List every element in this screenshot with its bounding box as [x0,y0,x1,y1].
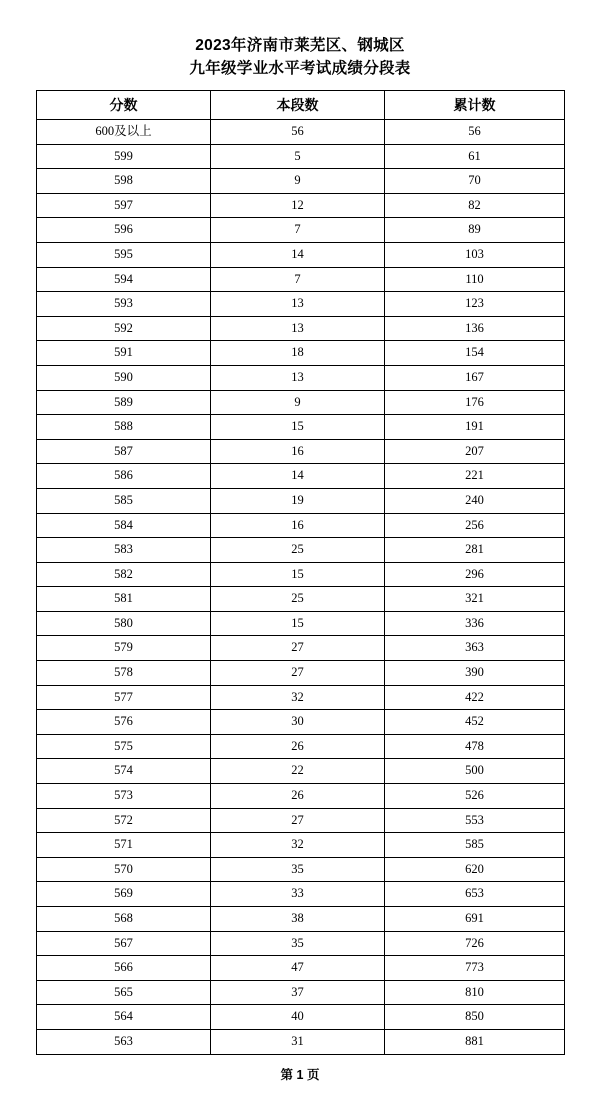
table-row [37,464,565,489]
cell-segment-count: 9 [211,390,385,415]
cell-cumulative-count: 478 [385,734,565,759]
table-row [37,120,565,145]
page-title [36,34,564,80]
table-row [37,759,565,784]
cell-score: 578 [37,661,211,686]
cell-cumulative-count: 881 [385,1029,565,1054]
cell-segment-count: 13 [211,316,385,341]
cell-cumulative-count: 390 [385,661,565,686]
cell-segment-count: 19 [211,488,385,513]
cell-cumulative-count: 110 [385,267,565,292]
table-header-row [37,91,565,120]
cell-score: 572 [37,808,211,833]
cell-segment-count: 22 [211,759,385,784]
cell-segment-count: 25 [211,587,385,612]
cell-segment-count: 56 [211,120,385,145]
cell-score: 576 [37,710,211,735]
cell-score: 565 [37,980,211,1005]
cell-score: 580 [37,611,211,636]
cell-cumulative-count: 191 [385,415,565,440]
cell-segment-count: 5 [211,144,385,169]
table-row [37,710,565,735]
cell-segment-count: 7 [211,267,385,292]
cell-score: 568 [37,907,211,932]
column-header-segment-count: 本段数 [211,91,385,120]
cell-segment-count: 25 [211,538,385,563]
table-row [37,169,565,194]
cell-segment-count: 40 [211,1005,385,1030]
table-row [37,365,565,390]
cell-score: 588 [37,415,211,440]
page-title-line-1: 2023年济南市莱芜区、钢城区 [195,37,405,54]
table-row [37,980,565,1005]
table-row [37,611,565,636]
cell-segment-count: 18 [211,341,385,366]
cell-segment-count: 35 [211,857,385,882]
cell-cumulative-count: 281 [385,538,565,563]
cell-segment-count: 13 [211,365,385,390]
cell-cumulative-count: 167 [385,365,565,390]
cell-segment-count: 7 [211,218,385,243]
cell-cumulative-count: 207 [385,439,565,464]
cell-score: 593 [37,292,211,317]
cell-score: 566 [37,956,211,981]
cell-cumulative-count: 363 [385,636,565,661]
cell-score: 592 [37,316,211,341]
cell-cumulative-count: 123 [385,292,565,317]
cell-score: 571 [37,833,211,858]
table-row [37,784,565,809]
cell-segment-count: 12 [211,193,385,218]
score-distribution-table [36,90,565,1055]
cell-score: 569 [37,882,211,907]
table-row [37,513,565,538]
cell-score: 584 [37,513,211,538]
cell-segment-count: 37 [211,980,385,1005]
cell-cumulative-count: 500 [385,759,565,784]
cell-segment-count: 9 [211,169,385,194]
cell-segment-count: 15 [211,562,385,587]
cell-cumulative-count: 61 [385,144,565,169]
cell-cumulative-count: 810 [385,980,565,1005]
table-row [37,538,565,563]
cell-score: 586 [37,464,211,489]
table-row [37,218,565,243]
cell-segment-count: 32 [211,685,385,710]
cell-score: 583 [37,538,211,563]
cell-cumulative-count: 103 [385,242,565,267]
cell-segment-count: 27 [211,661,385,686]
cell-segment-count: 31 [211,1029,385,1054]
cell-cumulative-count: 585 [385,833,565,858]
cell-score: 563 [37,1029,211,1054]
cell-segment-count: 27 [211,808,385,833]
cell-cumulative-count: 82 [385,193,565,218]
cell-score: 597 [37,193,211,218]
table-row [37,808,565,833]
cell-cumulative-count: 773 [385,956,565,981]
cell-segment-count: 13 [211,292,385,317]
cell-cumulative-count: 452 [385,710,565,735]
table-row [37,415,565,440]
cell-score: 567 [37,931,211,956]
cell-cumulative-count: 321 [385,587,565,612]
table-row [37,833,565,858]
cell-score: 574 [37,759,211,784]
cell-score: 581 [37,587,211,612]
cell-score: 595 [37,242,211,267]
cell-segment-count: 15 [211,415,385,440]
cell-segment-count: 26 [211,784,385,809]
cell-score: 582 [37,562,211,587]
cell-segment-count: 33 [211,882,385,907]
cell-cumulative-count: 653 [385,882,565,907]
table-row [37,341,565,366]
table-row [37,734,565,759]
cell-segment-count: 14 [211,242,385,267]
cell-score: 589 [37,390,211,415]
cell-segment-count: 30 [211,710,385,735]
table-row [37,390,565,415]
page-footer: 第 1 页 [280,1067,320,1082]
table-row [37,587,565,612]
cell-score: 596 [37,218,211,243]
cell-score: 594 [37,267,211,292]
cell-cumulative-count: 691 [385,907,565,932]
cell-score: 573 [37,784,211,809]
table-row [37,292,565,317]
cell-score: 598 [37,169,211,194]
cell-score: 564 [37,1005,211,1030]
cell-segment-count: 16 [211,439,385,464]
cell-segment-count: 27 [211,636,385,661]
column-header-score: 分数 [37,91,211,120]
cell-score: 600及以上 [37,120,211,145]
table-row [37,144,565,169]
cell-score: 570 [37,857,211,882]
cell-cumulative-count: 136 [385,316,565,341]
cell-segment-count: 38 [211,907,385,932]
cell-score: 587 [37,439,211,464]
cell-segment-count: 47 [211,956,385,981]
table-row [37,907,565,932]
table-row [37,488,565,513]
cell-cumulative-count: 422 [385,685,565,710]
cell-cumulative-count: 553 [385,808,565,833]
table-row [37,267,565,292]
cell-cumulative-count: 336 [385,611,565,636]
cell-cumulative-count: 56 [385,120,565,145]
column-header-cumulative-count: 累计数 [385,91,565,120]
table-row [37,931,565,956]
cell-segment-count: 32 [211,833,385,858]
table-row [37,439,565,464]
cell-cumulative-count: 726 [385,931,565,956]
table-row [37,857,565,882]
cell-score: 579 [37,636,211,661]
cell-cumulative-count: 620 [385,857,565,882]
cell-score: 599 [37,144,211,169]
table-row [37,956,565,981]
cell-segment-count: 35 [211,931,385,956]
table-row [37,316,565,341]
cell-cumulative-count: 154 [385,341,565,366]
table-row [37,685,565,710]
table-row [37,661,565,686]
table-body [37,120,565,1055]
table-row [37,242,565,267]
cell-segment-count: 16 [211,513,385,538]
cell-cumulative-count: 89 [385,218,565,243]
table-row [37,1029,565,1054]
cell-score: 575 [37,734,211,759]
cell-cumulative-count: 296 [385,562,565,587]
page-title-line-2: 九年级学业水平考试成绩分段表 [189,60,411,77]
cell-cumulative-count: 256 [385,513,565,538]
cell-cumulative-count: 850 [385,1005,565,1030]
cell-cumulative-count: 176 [385,390,565,415]
table-row [37,193,565,218]
cell-cumulative-count: 70 [385,169,565,194]
cell-score: 590 [37,365,211,390]
table-row [37,882,565,907]
cell-cumulative-count: 526 [385,784,565,809]
cell-segment-count: 14 [211,464,385,489]
cell-segment-count: 26 [211,734,385,759]
table-row [37,636,565,661]
cell-score: 591 [37,341,211,366]
cell-cumulative-count: 221 [385,464,565,489]
cell-segment-count: 15 [211,611,385,636]
cell-score: 585 [37,488,211,513]
table-row [37,562,565,587]
table-row [37,1005,565,1030]
cell-cumulative-count: 240 [385,488,565,513]
cell-score: 577 [37,685,211,710]
